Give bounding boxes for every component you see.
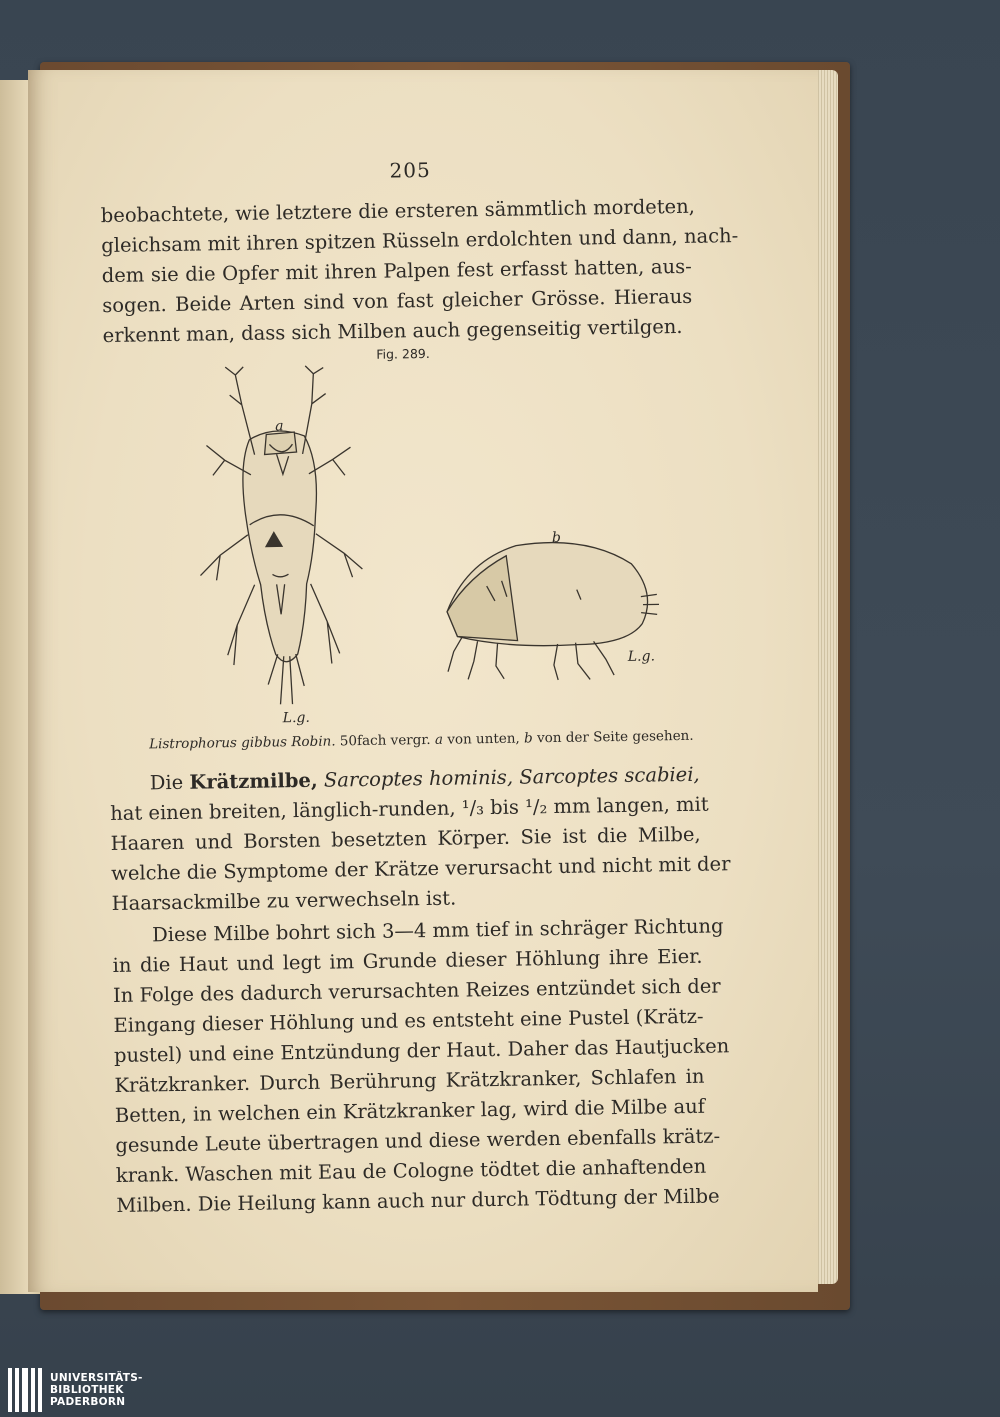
marker-b: b — [551, 529, 562, 547]
paragraph-intro — [100, 192, 739, 351]
caption-magnification: 50fach vergr. — [339, 731, 431, 750]
text-line: Betten, in welchen ein Krätzkranker lag, wird die Milbe auf — [114, 1094, 706, 1127]
paragraph-milbe — [112, 912, 730, 1221]
mite-illustration — [153, 358, 669, 731]
text-line: beobachtete, wie letztere die ersteren sämmtlich mordeten, — [100, 194, 696, 228]
library-logo — [8, 1368, 143, 1412]
book-page — [28, 70, 818, 1292]
term-kraetzmilbe: Krätzmilbe, — [189, 768, 318, 794]
paragraph-kraetzmilbe — [110, 760, 731, 919]
caption-b-text: von der Seite gesehen. — [536, 727, 694, 747]
caption-a: a — [434, 731, 444, 748]
text-line: Milben. Die Heilung kann auch nur durch Tödtung der Milbe — [116, 1184, 720, 1217]
text-line: krank. Waschen mit Eau de Cologne tödtet die anhaftenden — [115, 1154, 707, 1187]
figure-caption — [149, 727, 719, 752]
mite-ventral-view — [197, 365, 364, 706]
caption-species: Listrophorus gibbus Robin. — [149, 733, 336, 753]
text-line: Diese Milbe bohrt sich 3—4 mm tief in schräger Richtung — [151, 914, 724, 947]
text-line: erkennt man, dass sich Milben auch gegenseitig vertilgen. — [102, 314, 683, 348]
logo-line: BIBLIOTHEK — [50, 1384, 124, 1396]
text-line: welche die Symptome der Krätze verursacht und nicht mit der — [110, 852, 731, 886]
caption-b: b — [523, 730, 533, 747]
text-line: Haaren und Borsten besetzten Körper. Sie ist die Milbe, — [110, 822, 701, 856]
lead-word: Die — [149, 770, 184, 795]
page-number: 205 — [389, 157, 431, 183]
logo-line: PADERBORN — [50, 1396, 126, 1408]
text-line: gleichsam mit ihren spitzen Rüsseln erdolchten und dann, nach- — [101, 224, 739, 258]
logo-line: UNIVERSITÄTS- — [50, 1372, 143, 1384]
logo-text — [50, 1372, 143, 1408]
caption-a-text: von unten, — [447, 730, 520, 748]
marker-a: a — [275, 418, 284, 435]
figure-label: Fig. 289. — [376, 345, 430, 362]
text-line: hat einen breiten, länglich-runden, ¹/₃ bis ¹/₂ mm langen, mit — [110, 792, 709, 826]
latin-names: Sarcoptes hominis, Sarcoptes scabiei, — [323, 762, 700, 792]
logo-bars-icon — [8, 1368, 42, 1412]
text-line: dem sie die Opfer mit ihren Palpen fest erfasst hatten, aus- — [101, 254, 692, 288]
text-line: pustel) und eine Entzündung der Haut. Daher das Hautjucken — [113, 1034, 730, 1067]
signature-right: L.g. — [627, 648, 656, 665]
text-line: gesunde Leute übertragen und diese werden ebenfalls krätz- — [115, 1124, 721, 1157]
signature-left: L.g. — [282, 709, 311, 727]
text-line: Krätzkranker. Durch Berührung Krätzkranker, Schlafen in — [114, 1064, 705, 1097]
text-line: Eingang dieser Höhlung und es entsteht eine Pustel (Krätz- — [113, 1004, 704, 1037]
text-line: In Folge des dadurch verursachten Reizes entzündet sich der — [112, 974, 721, 1007]
text-line: sogen. Beide Arten sind von fast gleicher Grösse. Hieraus — [102, 284, 693, 318]
text-line: Haarsackmilbe zu verwechseln ist. — [111, 886, 457, 915]
page-content — [19, 64, 828, 1298]
text-line: in die Haut und legt im Grunde dieser Höhlung ihre Eier. — [112, 944, 703, 977]
